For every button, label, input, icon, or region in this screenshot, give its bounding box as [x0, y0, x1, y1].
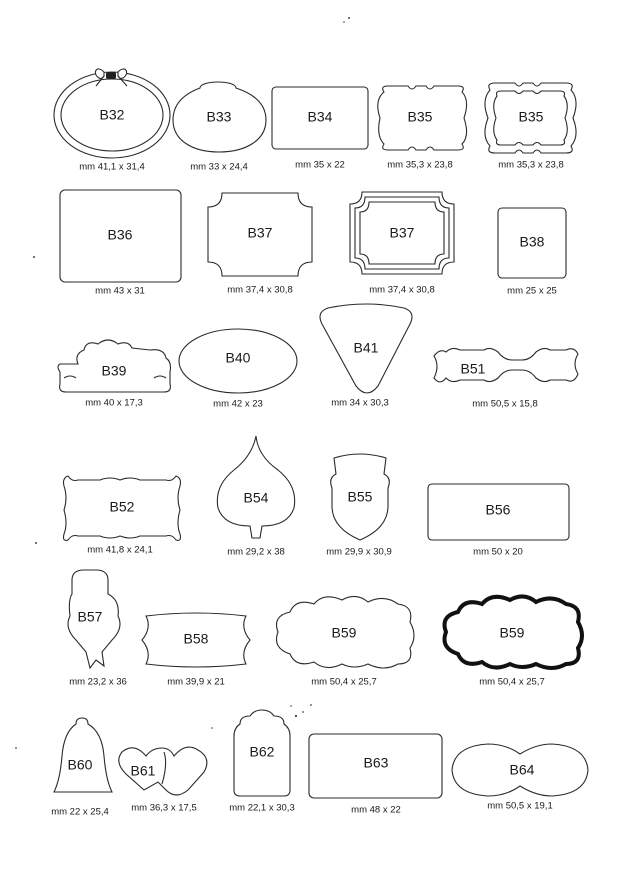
shape-b58	[142, 613, 250, 688]
shape-size: mm 37,4 x 30,8	[369, 284, 435, 296]
shape-code: B36	[107, 226, 133, 243]
shape-code: B56	[485, 501, 511, 518]
shape-size: mm 50,4 x 25,7	[311, 676, 377, 688]
shape-b55	[326, 454, 391, 558]
shape-size: mm 35,3 x 23,8	[387, 159, 453, 171]
shape-size: mm 40 x 17,3	[85, 397, 143, 409]
shape-b33	[173, 82, 266, 173]
shape-code: B62	[249, 743, 275, 760]
shape-code: B61	[130, 762, 156, 779]
shape-b39	[58, 340, 171, 409]
shape-size: mm 22 x 25,4	[51, 806, 109, 818]
shape-b37-triple	[350, 192, 454, 296]
shape-size: mm 34 x 30,3	[331, 397, 389, 409]
shape-code: B40	[225, 349, 251, 366]
shape-size: mm 22,1 x 30,3	[229, 802, 295, 814]
shape-size: mm 23,2 x 36	[69, 676, 127, 688]
shape-size: mm 50 x 20	[473, 546, 523, 558]
shape-b38	[498, 208, 566, 297]
shape-b57	[68, 570, 127, 688]
shape-code: B41	[353, 339, 379, 356]
shape-size: mm 41,1 x 31,4	[79, 161, 145, 173]
shape-b51	[434, 348, 578, 409]
shape-size: mm 43 x 31	[95, 285, 145, 297]
shape-b63	[309, 734, 442, 816]
shape-b40	[179, 329, 297, 410]
shape-b34	[272, 87, 368, 171]
shape-size: mm 29,9 x 30,9	[326, 546, 392, 558]
shape-code: B63	[363, 754, 389, 771]
shape-size: mm 36,3 x 17,5	[131, 802, 197, 814]
shape-size: mm 42 x 23	[213, 398, 263, 410]
shape-code: B32	[99, 106, 125, 123]
shape-b32	[54, 69, 170, 173]
shape-b64	[452, 744, 588, 812]
shape-code: B57	[77, 608, 103, 625]
shape-code: B37	[247, 224, 273, 241]
shape-code: B38	[519, 233, 545, 250]
shape-size: mm 25 x 25	[507, 285, 557, 297]
shape-b54	[217, 436, 294, 558]
shape-code: B39	[101, 362, 127, 379]
shape-code: B54	[243, 489, 269, 506]
shape-b59-thin	[277, 596, 415, 687]
shape-size: mm 50,4 x 25,7	[479, 676, 545, 688]
shape-b60	[51, 718, 112, 818]
shape-size: mm 35,3 x 23,8	[498, 159, 564, 171]
shape-code: B37	[389, 224, 415, 241]
shape-b62	[229, 710, 294, 814]
shape-b35-double	[485, 83, 576, 171]
shape-code: B51	[460, 360, 486, 377]
shape-b37-single	[208, 193, 312, 296]
shape-code: B64	[509, 761, 535, 778]
shape-size: mm 41,8 x 24,1	[87, 544, 153, 556]
shape-size: mm 48 x 22	[351, 804, 401, 816]
shape-size: mm 37,4 x 30,8	[227, 284, 293, 296]
shape-code: B58	[183, 630, 209, 647]
shape-b52	[64, 476, 181, 556]
shape-b56	[428, 484, 569, 558]
shape-code: B34	[307, 108, 333, 125]
shape-b41	[320, 304, 412, 409]
shape-b61	[119, 747, 207, 813]
shape-size: mm 50,5 x 15,8	[472, 398, 538, 410]
shape-code: B55	[347, 488, 373, 505]
shape-code: B35	[518, 108, 544, 125]
shape-size: mm 50,5 x 19,1	[487, 800, 553, 812]
shape-size: mm 33 x 24,4	[190, 161, 248, 173]
shape-code: B52	[109, 498, 135, 515]
shape-b35-single	[378, 86, 467, 171]
shape-code: B35	[407, 108, 433, 125]
shape-size: mm 29,2 x 38	[227, 546, 285, 558]
shape-b59-bold	[445, 596, 583, 687]
shape-size: mm 39,9 x 21	[167, 676, 225, 688]
shape-code: B33	[206, 108, 232, 125]
shape-b36	[60, 190, 181, 297]
shape-size: mm 35 x 22	[295, 159, 345, 171]
shape-code: B59	[499, 624, 525, 641]
shape-code: B59	[331, 624, 357, 641]
shape-code: B60	[67, 756, 93, 773]
